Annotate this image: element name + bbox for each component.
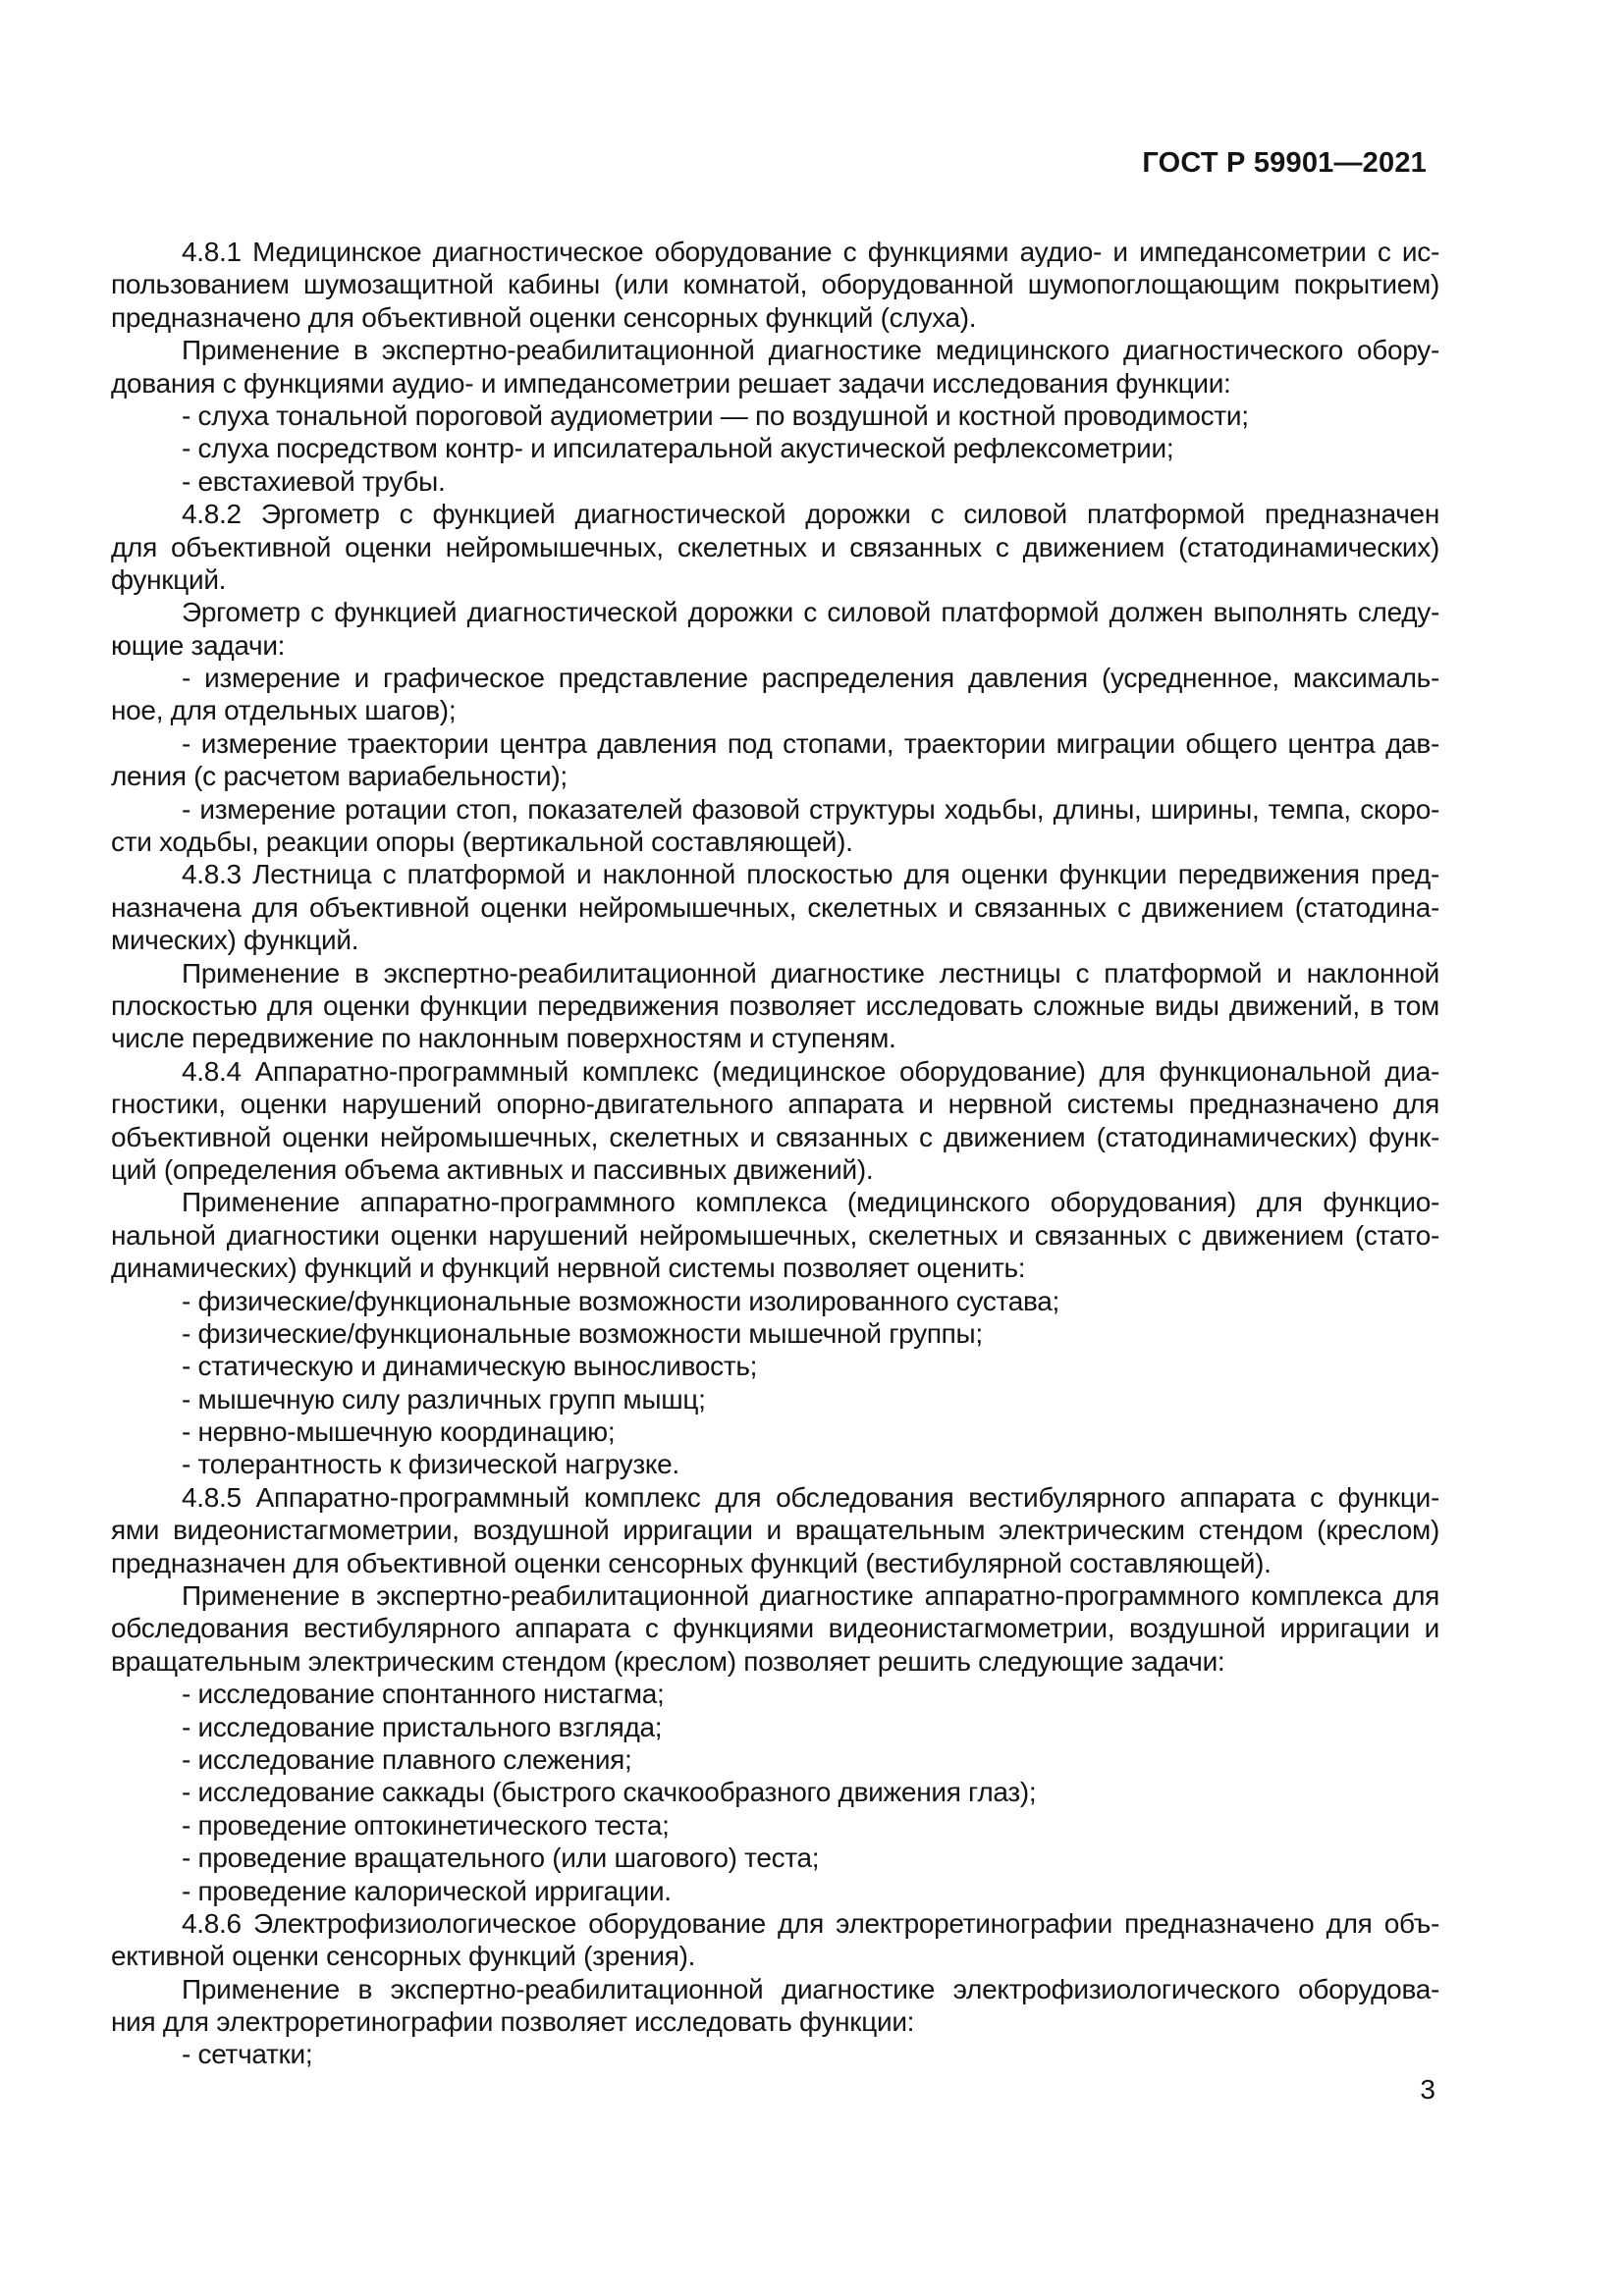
text-line: ющие задачи: (111, 629, 286, 661)
text-line: - мышечную силу различных групп мышц; (182, 1383, 706, 1415)
text-line: - исследование спонтанного нистагма; (182, 1679, 665, 1710)
text-line: - сетчатки; (182, 2039, 313, 2070)
text-line: Эргометр с функцией диагностической дорожки с силовой платформой должен выполнять следу- (182, 597, 1439, 628)
text-line: - измерение и графическое представление распределения давления (усредненное, максималь- (182, 663, 1439, 694)
text-line: обследования вестибулярного аппарата с функциями видеонистагмометрии, воздушной ирригации и (111, 1613, 1439, 1644)
text-line: - физические/функциональные возможности мышечной группы; (182, 1317, 983, 1349)
text-line: Применение в экспертно-реабилитационной диагностике электрофизиологического оборудова- (182, 1973, 1439, 2004)
text-line: вращательным электрическим стендом (креслом) позволяет решить следующие задачи: (111, 1645, 1225, 1677)
text-line: ций (определения объема активных и пассивных движений). (111, 1153, 874, 1185)
text-line: мических) функций. (111, 925, 359, 956)
document-header-title: ГОСТ Р 59901—2021 (1142, 147, 1427, 179)
text-line: Применение в экспертно-реабилитационной диагностике медицинского диагностического обору- (182, 335, 1439, 366)
text-line: - слуха тональной пороговой аудиометрии — по воздушной и костной проводимости; (182, 400, 1249, 431)
text-line: - проведение оптокинетического теста; (182, 1809, 670, 1841)
text-line: числе передвижение по наклонным поверхностям и ступеням. (111, 1023, 896, 1054)
text-line: ями видеонистагмометрии, воздушной ирригации и вращательным электрическим стендом (креслом) (111, 1515, 1439, 1546)
text-line: Применение аппаратно-программного комплекса (медицинского оборудования) для функцио- (182, 1187, 1439, 1218)
text-line: - проведение калорической ирригации. (182, 1875, 672, 1906)
text-line: - толерантность к физической нагрузке. (182, 1449, 679, 1480)
text-line: - статическую и динамическую выносливость; (182, 1351, 758, 1382)
text-line: 4.8.1 Медицинское диагностическое оборудование с функциями аудио- и импедансометрии с ис- (182, 237, 1439, 267)
text-line: объективной оценки нейромышечных, скелетных и связанных с движением (статодинамических) функ- (111, 1121, 1439, 1152)
document-body (111, 236, 1439, 2071)
text-line: нальной диагностики оценки нарушений нейромышечных, скелетных и связанных с движением (стато- (111, 1219, 1439, 1251)
text-line: 4.8.4 Аппаратно-программный комплекс (медицинское оборудование) для функциональной диа- (182, 1055, 1439, 1087)
text-line: 4.8.2 Эргометр с функцией диагностической дорожки с силовой платформой предназначен (182, 499, 1439, 530)
text-line: плоскостью для оценки функции передвижения позволяет исследовать сложные виды движений, в том (111, 989, 1439, 1021)
text-line: предназначен для объективной оценки сенсорных функций (вестибулярной составляющей). (111, 1547, 1272, 1578)
text-line: ективной оценки сенсорных функций (зрения). (111, 1941, 696, 1972)
text-line: - измерение траектории центра давления под стопами, траектории миграции общего центра дав- (182, 727, 1439, 759)
text-line: ления (с расчетом вариабельности); (111, 761, 568, 792)
text-line: гностики, оценки нарушений опорно-двигательного аппарата и нервной системы предназначено для (111, 1089, 1439, 1120)
text-line: - исследование плавного слежения; (182, 1743, 632, 1775)
text-line: функций. (111, 563, 227, 595)
text-line: - нервно-мышечную координацию; (182, 1416, 616, 1448)
text-line: 4.8.3 Лестница с платформой и наклонной плоскостью для оценки функции передвижения пред- (182, 859, 1439, 890)
text-line: ния для электроретинографии позволяет исследовать функции: (111, 2006, 915, 2038)
text-line: - исследование пристального взгляда; (182, 1711, 663, 1742)
text-line: ное, для отдельных шагов); (111, 695, 457, 726)
page-number: 3 (1420, 2074, 1435, 2105)
text-line: - исследование саккады (быстрого скачкообразного движения глаз); (182, 1777, 1037, 1808)
text-line: предназначено для объективной оценки сенсорных функций (слуха). (111, 301, 977, 333)
text-line: дования с функциями аудио- и импедансометрии решает задачи исследования функции: (111, 367, 1231, 399)
text-line: Применение в экспертно-реабилитационной диагностике лестницы с платформой и наклонной (182, 957, 1439, 988)
text-line: Применение в экспертно-реабилитационной диагностике аппаратно-программного комплекса для (182, 1580, 1439, 1612)
text-line: - проведение вращательного (или шагового) теста; (182, 1842, 820, 1874)
text-line: пользованием шумозащитной кабины (или комнатой, оборудованной шумопоглощающим покрытием) (111, 269, 1439, 300)
text-line: - евстахиевой трубы. (182, 465, 446, 497)
text-line: 4.8.5 Аппаратно-программный комплекс для обследования вестибулярного аппарата с функци- (182, 1481, 1439, 1513)
text-line: - измерение ротации стоп, показателей фазовой структуры ходьбы, длины, ширины, темпа, скоро- (182, 793, 1439, 825)
text-line: сти ходьбы, реакции опоры (вертикальной составляющей). (111, 827, 853, 858)
text-line: - слуха посредством контр- и ипсилатеральной акустической рефлексометрии; (182, 433, 1174, 464)
text-line: динамических) функций и функций нервной системы позволяет оценить: (111, 1253, 1026, 1284)
text-line: - физические/функциональные возможности изолированного сустава; (182, 1285, 1060, 1316)
text-line: для объективной оценки нейромышечных, скелетных и связанных с движением (статодинамических) (111, 531, 1439, 562)
text-line: 4.8.6 Электрофизиологическое оборудование для электроретинографии предназначено для объ- (182, 1907, 1439, 1939)
text-line: назначена для объективной оценки нейромышечных, скелетных и связанных с движением (статодина- (111, 891, 1439, 923)
